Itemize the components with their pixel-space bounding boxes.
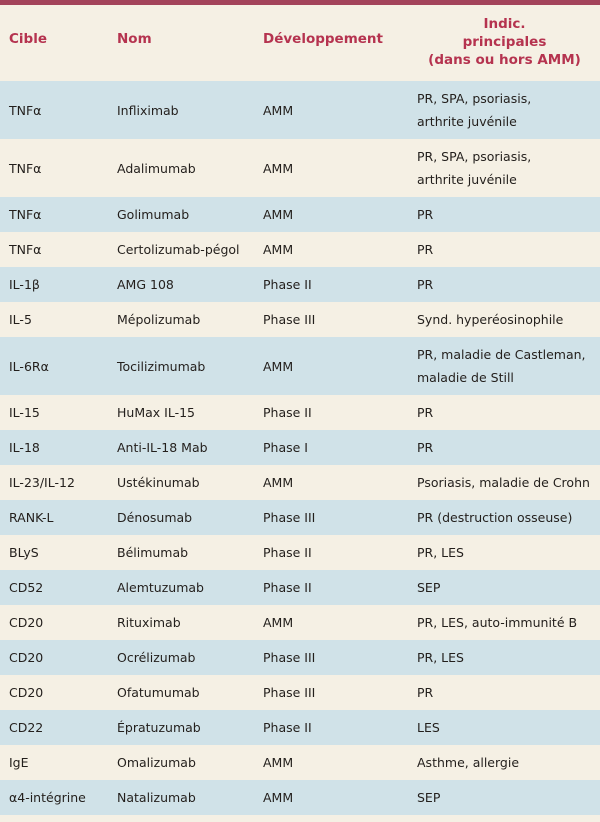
cell-indications bbox=[409, 267, 600, 302]
table-row bbox=[0, 675, 600, 710]
antibody-table bbox=[0, 5, 600, 815]
table-row bbox=[0, 232, 600, 267]
cell-developpement: Phase II bbox=[263, 545, 312, 560]
cell-cible: TNFα bbox=[9, 242, 42, 257]
table-row bbox=[0, 81, 600, 139]
cell-cible: TNFα bbox=[9, 160, 42, 176]
cell-cible: RANK-L bbox=[9, 510, 54, 525]
table-row bbox=[0, 267, 600, 302]
cell-indications bbox=[409, 570, 600, 605]
cell-cible: CD20 bbox=[9, 685, 44, 700]
cell-nom: Adalimumab bbox=[117, 160, 196, 176]
cell-nom: Épratuzumab bbox=[117, 720, 201, 735]
cell-developpement: Phase III bbox=[263, 650, 316, 665]
indication-line: LES bbox=[417, 720, 440, 735]
indication-line: Asthme, allergie bbox=[417, 755, 520, 770]
indication-line: arthrite juvénile bbox=[417, 172, 517, 187]
cell-cible: IL-18 bbox=[9, 440, 40, 455]
indication-line: arthrite juvénile bbox=[417, 114, 517, 129]
cell-developpement: AMM bbox=[263, 615, 294, 630]
cell-indications bbox=[409, 465, 600, 500]
cell-nom: Ustékinumab bbox=[117, 475, 200, 490]
indication-line: PR (destruction osseuse) bbox=[417, 510, 573, 525]
table-row bbox=[0, 465, 600, 500]
cell-cible: TNFα bbox=[9, 102, 42, 118]
cell-indications bbox=[409, 535, 600, 570]
cell-nom: Dénosumab bbox=[117, 510, 193, 525]
header-cible: Cible bbox=[9, 31, 47, 47]
cell-developpement: Phase II bbox=[263, 277, 312, 292]
cell-indications bbox=[409, 302, 600, 337]
table-row bbox=[0, 337, 600, 395]
cell-indications bbox=[409, 605, 600, 640]
cell-developpement: Phase I bbox=[263, 440, 308, 455]
cell-cible: IL-15 bbox=[9, 405, 40, 420]
cell-cible: TNFα bbox=[9, 207, 42, 222]
cell-indications bbox=[409, 675, 600, 710]
cell-cible: IL-23/IL-12 bbox=[9, 475, 75, 490]
table-row bbox=[0, 780, 600, 815]
table-row bbox=[0, 500, 600, 535]
cell-developpement: AMM bbox=[263, 358, 294, 374]
indication-line: PR, LES bbox=[417, 545, 464, 560]
cell-cible: IL-5 bbox=[9, 312, 32, 327]
cell-nom: Golimumab bbox=[117, 207, 190, 222]
indication-line: SEP bbox=[417, 580, 441, 595]
header-indications-line-3: (dans ou hors AMM) bbox=[428, 52, 581, 68]
indication-line: maladie de Still bbox=[417, 370, 514, 385]
cell-cible: CD22 bbox=[9, 720, 44, 735]
indication-line: PR, SPA, psoriasis, bbox=[417, 149, 532, 164]
cell-developpement: Phase III bbox=[263, 312, 316, 327]
cell-developpement: Phase III bbox=[263, 510, 316, 525]
cell-nom: Bélimumab bbox=[117, 545, 189, 560]
cell-cible: CD20 bbox=[9, 615, 44, 630]
indication-line: PR bbox=[417, 207, 434, 222]
table-row bbox=[0, 745, 600, 780]
cell-nom: Alemtuzumab bbox=[117, 580, 204, 595]
table-row bbox=[0, 395, 600, 430]
indication-line: PR, maladie de Castleman, bbox=[417, 347, 586, 362]
indication-line: PR bbox=[417, 685, 434, 700]
cell-indications bbox=[409, 640, 600, 675]
table-row bbox=[0, 535, 600, 570]
indication-line: PR bbox=[417, 405, 434, 420]
cell-indications bbox=[409, 197, 600, 232]
header-row bbox=[0, 5, 600, 81]
cell-developpement: Phase II bbox=[263, 720, 312, 735]
cell-nom: AMG 108 bbox=[117, 277, 174, 292]
cell-cible: IgE bbox=[9, 755, 29, 770]
cell-nom: Omalizumab bbox=[117, 755, 196, 770]
cell-developpement: AMM bbox=[263, 790, 294, 805]
header-indications-line-1: Indic. bbox=[483, 16, 526, 32]
cell-developpement: Phase III bbox=[263, 685, 316, 700]
header-nom: Nom bbox=[117, 31, 152, 47]
cell-nom: Ocrélizumab bbox=[117, 650, 196, 665]
cell-nom: Rituximab bbox=[117, 615, 181, 630]
cell-nom: Natalizumab bbox=[117, 790, 196, 805]
table-row bbox=[0, 197, 600, 232]
header-developpement: Développement bbox=[263, 31, 383, 47]
table-row bbox=[0, 605, 600, 640]
cell-developpement: Phase II bbox=[263, 580, 312, 595]
table-row bbox=[0, 570, 600, 605]
cell-indications bbox=[409, 395, 600, 430]
cell-indications bbox=[409, 710, 600, 745]
indication-line: Psoriasis, maladie de Crohn bbox=[417, 475, 590, 490]
header-indications-line-2: principales bbox=[462, 34, 547, 50]
cell-indications bbox=[409, 337, 600, 395]
cell-indications bbox=[409, 780, 600, 815]
cell-developpement: Phase II bbox=[263, 405, 312, 420]
cell-indications bbox=[409, 430, 600, 465]
cell-indications bbox=[409, 139, 600, 197]
table-row bbox=[0, 139, 600, 197]
table-row bbox=[0, 640, 600, 675]
cell-nom: Tocilizimumab bbox=[117, 358, 206, 374]
cell-cible: BLyS bbox=[9, 545, 39, 560]
cell-cible: α4-intégrine bbox=[9, 790, 86, 805]
indication-line: SEP bbox=[417, 790, 441, 805]
table-row bbox=[0, 710, 600, 745]
cell-cible: IL-1β bbox=[9, 277, 40, 292]
cell-nom: Anti-IL-18 Mab bbox=[117, 440, 208, 455]
cell-cible: IL-6Rα bbox=[9, 358, 49, 374]
table-row bbox=[0, 302, 600, 337]
cell-developpement: AMM bbox=[263, 242, 294, 257]
cell-nom: Mépolizumab bbox=[117, 312, 201, 327]
cell-nom: Infliximab bbox=[117, 102, 179, 118]
cell-indications bbox=[409, 232, 600, 267]
cell-indications bbox=[409, 500, 600, 535]
indication-line: PR, SPA, psoriasis, bbox=[417, 91, 532, 106]
table-header bbox=[0, 5, 600, 81]
cell-indications bbox=[409, 745, 600, 780]
table-body bbox=[0, 81, 600, 815]
cell-developpement: AMM bbox=[263, 102, 294, 118]
header-indications bbox=[409, 5, 600, 81]
cell-developpement: AMM bbox=[263, 755, 294, 770]
indication-line: Synd. hyperéosinophile bbox=[417, 312, 564, 327]
cell-developpement: AMM bbox=[263, 207, 294, 222]
cell-indications bbox=[409, 81, 600, 139]
cell-developpement: AMM bbox=[263, 160, 294, 176]
cell-cible: CD52 bbox=[9, 580, 44, 595]
indication-line: PR, LES, auto-immunité B bbox=[417, 615, 578, 630]
cell-nom: Certolizumab-pégol bbox=[117, 242, 240, 257]
table-row bbox=[0, 430, 600, 465]
indication-line: PR bbox=[417, 242, 434, 257]
cell-developpement: AMM bbox=[263, 475, 294, 490]
indication-line: PR bbox=[417, 440, 434, 455]
cell-nom: HuMax IL-15 bbox=[117, 405, 195, 420]
indication-line: PR, LES bbox=[417, 650, 464, 665]
cell-nom: Ofatumumab bbox=[117, 685, 200, 700]
indication-line: PR bbox=[417, 277, 434, 292]
cell-cible: CD20 bbox=[9, 650, 44, 665]
